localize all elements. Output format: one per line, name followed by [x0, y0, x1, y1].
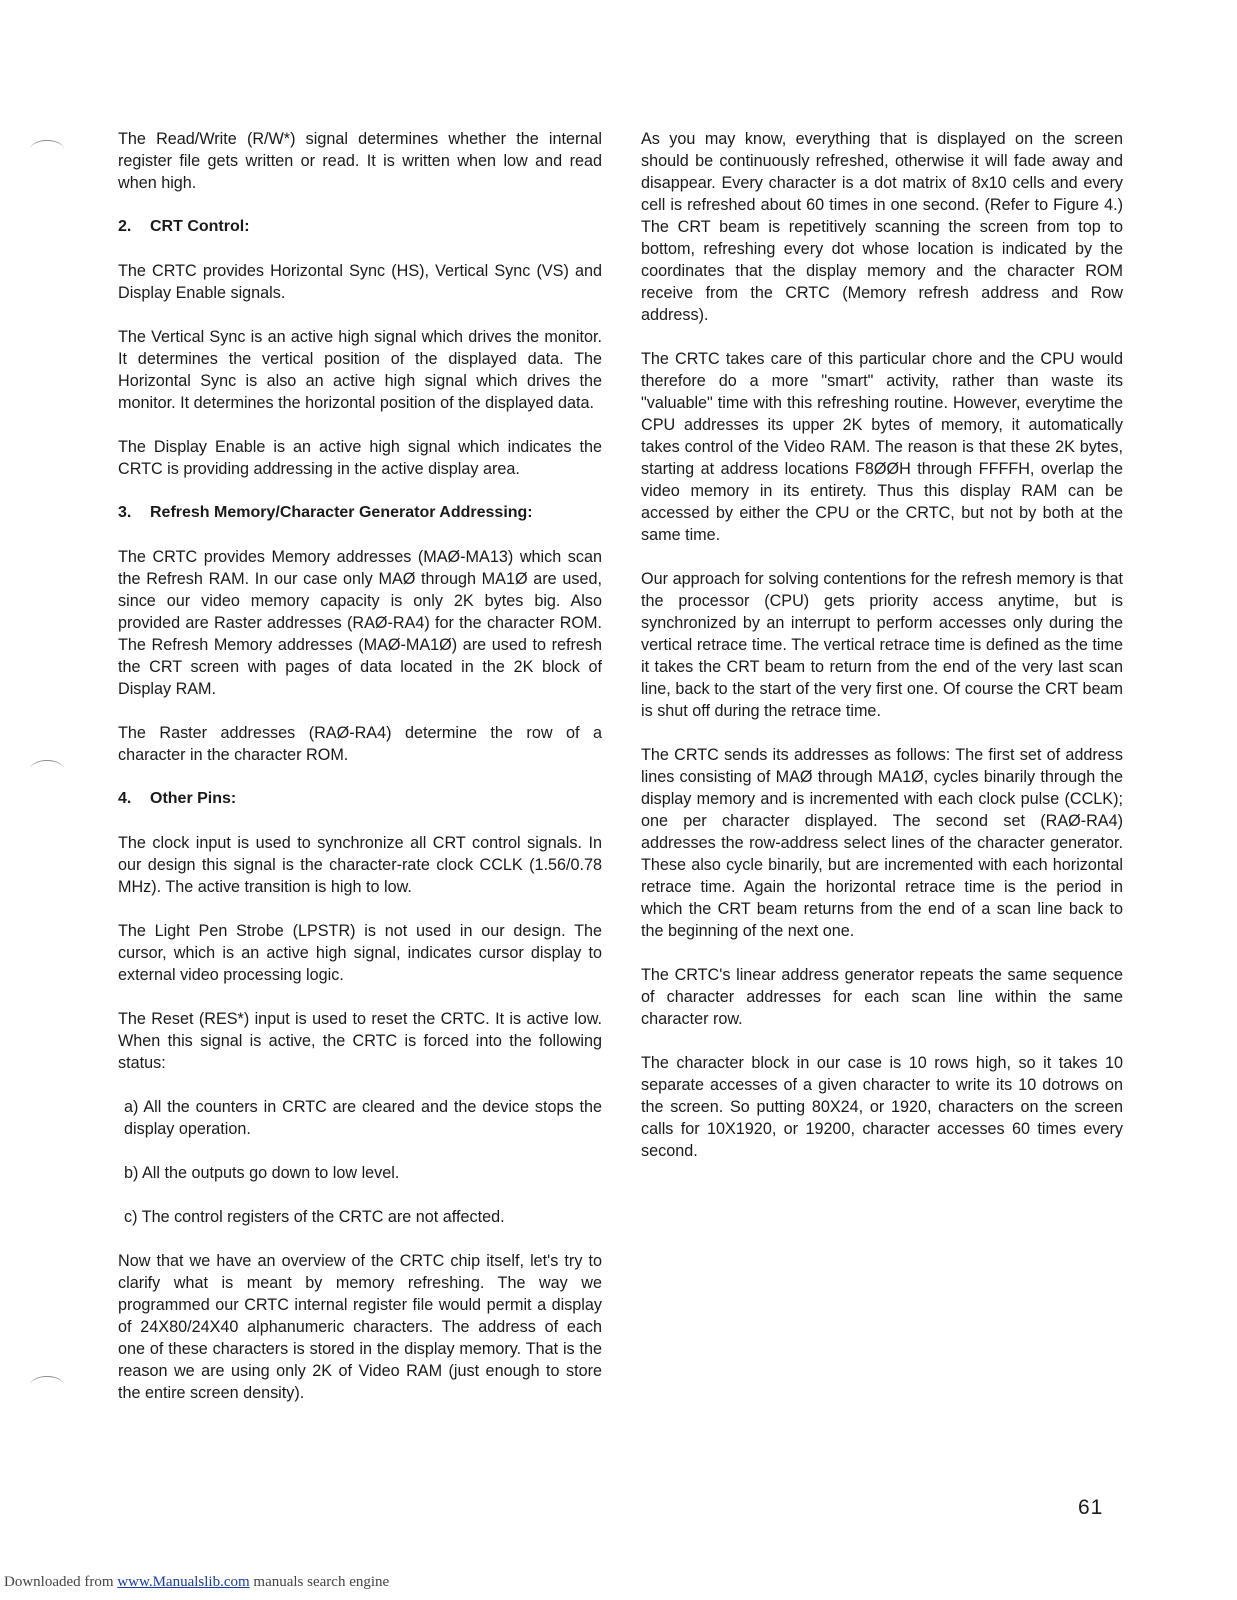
section-title: Refresh Memory/Character Generator Addressing: — [150, 504, 533, 521]
paragraph-sync: The Vertical Sync is an active high signal which drives the monitor. It determines the vertical position of the displayed data. The Horizontal Sync is also an active high signal which drives the monitor. It determines the horizontal position of the displayed data. — [118, 328, 602, 412]
section-number: 2. — [118, 218, 132, 235]
paragraph-memory-addresses: The CRTC provides Memory addresses (MAØ-MA13) which scan the Refresh RAM. In our case only MAØ through MA1Ø are used, since our video memory capacity is only 2K bytes big. Also provided are Raster addresses (RAØ-RA4) for the character ROM. The Refresh Memory addresses (MAØ-MA1Ø) are used to refresh the CRT screen with pages of data located in the 2K block of Display RAM. — [118, 548, 602, 698]
paragraph-read-write: The Read/Write (R/W*) signal determines whether the internal register file gets written or read. It is written when low and read when high. — [118, 130, 602, 192]
paragraph-reset: The Reset (RES*) input is used to reset the CRTC. It is active low. When this signal is active, the CRTC is forced into the following status: — [118, 1010, 602, 1072]
paragraph-display-enable: The Display Enable is an active high signal which indicates the CRTC is providing addressing in the active display area. — [118, 438, 602, 478]
footer-suffix: manuals search engine — [249, 1574, 390, 1590]
section-title: CRT Control: — [150, 218, 250, 235]
left-column — [118, 128, 602, 1426]
paragraph-refresh-intro: As you may know, everything that is displayed on the screen should be continuously refreshed, otherwise it will fade away and disappear. Every character is a dot matrix of 8x10 cells and every cell is refreshed about 60 times in one second. (Refer to Figure 4.) The CRT beam is repetitively scanning the screen from top to bottom, refreshing every dot whose location is indicated by the coordinates that the display memory and the character ROM receive from the CRTC (Memory refresh address and Row address). — [641, 130, 1123, 324]
paragraph-light-pen: The Light Pen Strobe (LPSTR) is not used in our design. The cursor, which is an active high signal, indicates cursor display to external video processing logic. — [118, 922, 602, 984]
list-item-a: a) All the counters in CRTC are cleared and the device stops the display operation. — [124, 1098, 602, 1138]
manualslib-link[interactable]: www.Manualslib.com — [117, 1574, 250, 1590]
paragraph-cpu-video-ram: The CRTC takes care of this particular chore and the CPU would therefore do a more "smart" activity, rather than waste its "valuable" time with this refreshing routine. However, everytime the CPU addresses its upper 2K bytes of memory, it automatically takes control of the Video RAM. The reason is that these 2K bytes, starting at address locations F8ØØH through FFFFH, overlap the video memory in its entirety. Thus this display RAM can be accessed by either the CPU or the CRTC, but not by both at the same time. — [641, 350, 1123, 544]
paragraph-linear-generator: The CRTC's linear address generator repeats the same sequence of character addresses for each scan line within the same character row. — [641, 966, 1123, 1028]
punch-hole-mark — [30, 140, 64, 159]
paragraph-clock-input: The clock input is used to synchronize all CRT control signals. In our design this signal is the character-rate clock CCLK (1.56/0.78 MHz). The active transition is high to low. — [118, 834, 602, 896]
page-number: 61 — [1078, 1496, 1104, 1519]
download-footer — [4, 1574, 389, 1591]
list-item-b: b) All the outputs go down to low level. — [124, 1164, 400, 1182]
section-number: 4. — [118, 790, 132, 807]
section-heading-crt-control — [118, 216, 602, 238]
punch-hole-mark — [30, 1376, 64, 1395]
paragraph-contention: Our approach for solving contentions for the refresh memory is that the processor (CPU) gets priority access anytime, but is synchronized by an interrupt to perform accesses only during the vertical retrace time. The vertical retrace time is defined as the time it takes the CRT beam to return from the end of the very last scan line, back to the start of the very first one. Of course the CRT beam is shut off during the retrace time. — [641, 570, 1123, 720]
section-title: Other Pins: — [150, 790, 237, 807]
section-heading-other-pins — [118, 788, 602, 810]
list-item-c: c) The control registers of the CRTC are not affected. — [124, 1208, 505, 1226]
right-column — [641, 128, 1123, 1184]
footer-prefix: Downloaded from — [4, 1574, 118, 1590]
paragraph-overview: Now that we have an overview of the CRTC chip itself, let's try to clarify what is meant by memory refreshing. The way we programmed our CRTC internal register file would permit a display of 24X80/24X40 alphanumeric characters. The address of each one of these characters is stored in the display memory. That is the reason we are using only 2K of Video RAM (just enough to store the entire screen density). — [118, 1252, 602, 1402]
section-number: 3. — [118, 504, 132, 521]
section-heading-refresh-memory — [118, 502, 602, 524]
punch-hole-mark — [30, 760, 64, 779]
paragraph-crt-signals: The CRTC provides Horizontal Sync (HS), Vertical Sync (VS) and Display Enable signals. — [118, 262, 602, 302]
paragraph-character-block: The character block in our case is 10 rows high, so it takes 10 separate accesses of a given character to write its 10 dotrows on the screen. So putting 80X24, or 1920, characters on the screen calls for 10X1920, or 19200, character accesses 60 times every second. — [641, 1054, 1123, 1160]
paragraph-address-sets: The CRTC sends its addresses as follows: The first set of address lines consisting of MAØ through MA1Ø, cycles binarily through the display memory and is incremented with each clock pulse (CCLK); one per character displayed. The second set (RAØ-RA4) addresses the row-address select lines of the character generator. These also cycle binarily, but are incremented with each horizontal retrace time. Again the horizontal retrace time is the period in which the CRT beam returns from the end of a scan line back to the beginning of the next one. — [641, 746, 1123, 940]
paragraph-raster-addresses: The Raster addresses (RAØ-RA4) determine the row of a character in the character ROM. — [118, 724, 602, 764]
